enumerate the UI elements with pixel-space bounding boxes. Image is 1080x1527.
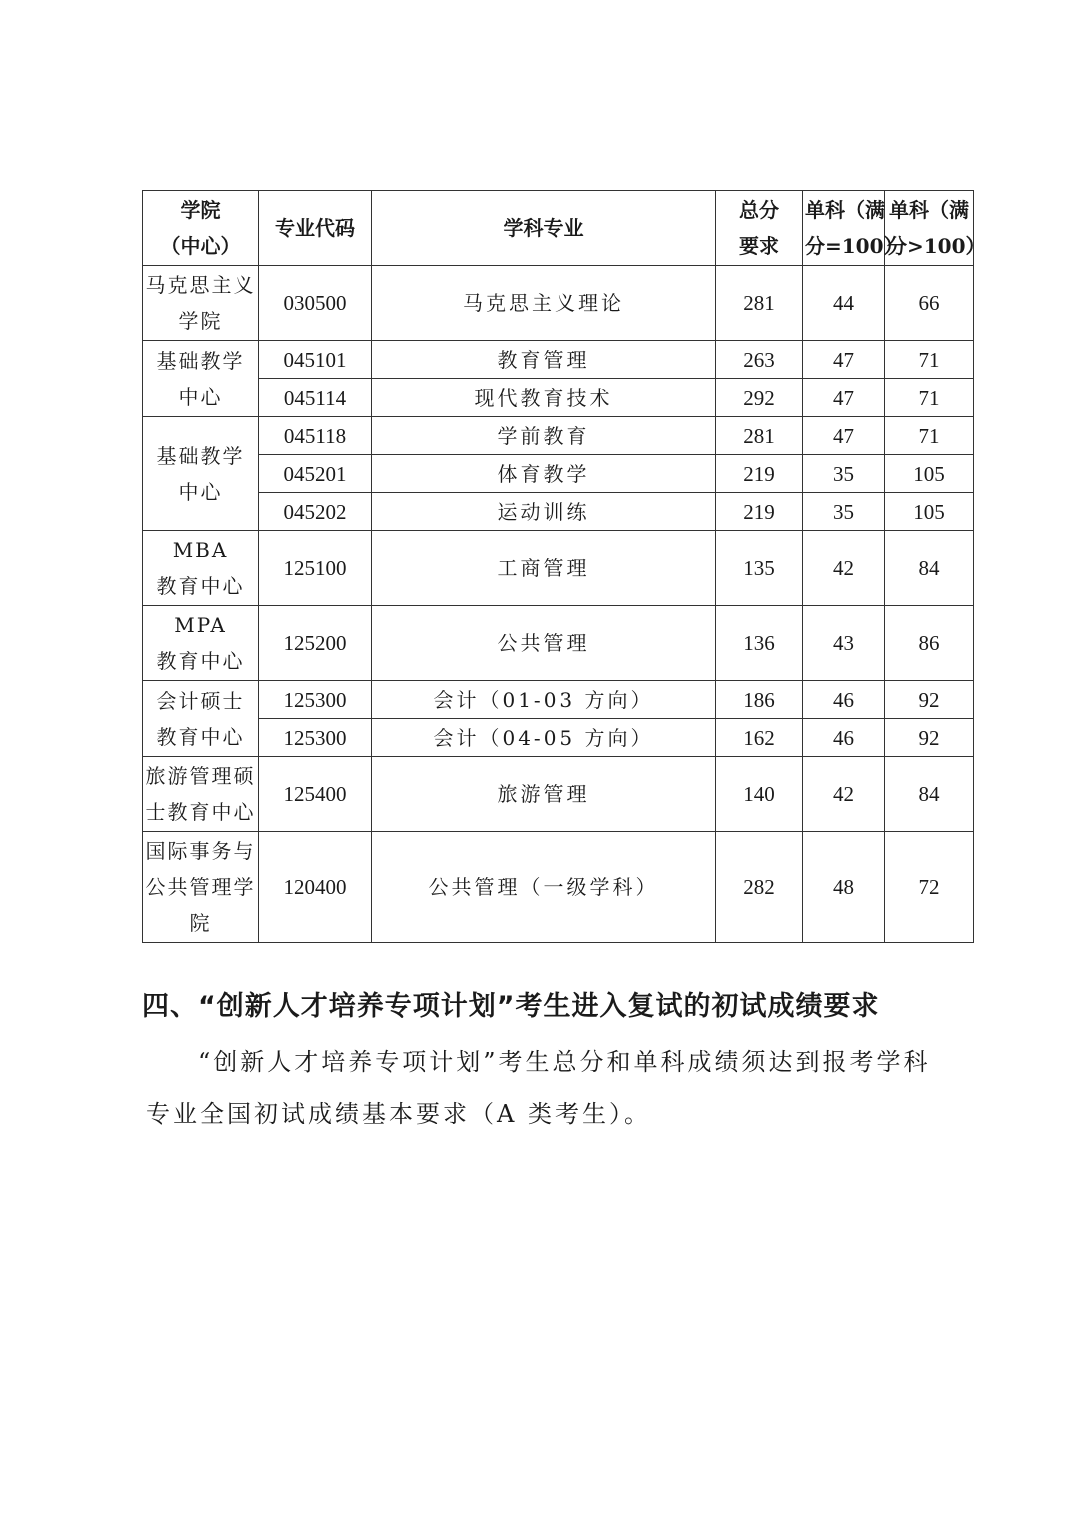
code-cell: 125200 xyxy=(259,606,372,681)
college-name-line: 中心 xyxy=(178,479,223,504)
single-100-cell: 42 xyxy=(803,531,885,606)
single-over-cell: 66 xyxy=(885,266,974,341)
college-name-line: 国际事务与 xyxy=(145,839,256,863)
major-cell: 学前教育 xyxy=(372,417,716,455)
total-cell: 219 xyxy=(716,455,803,493)
single-100-cell: 47 xyxy=(803,379,885,417)
table-row xyxy=(143,832,974,943)
single-100-cell: 35 xyxy=(803,455,885,493)
college-name-line: MBA xyxy=(172,538,229,562)
header-major: 学科专业 xyxy=(372,191,716,266)
total-cell: 281 xyxy=(716,417,803,455)
header-college-line1: 学院 xyxy=(180,198,221,222)
code-cell: 125300 xyxy=(259,681,372,719)
college-name-line: 旅游管理硕 xyxy=(145,764,256,788)
total-cell: 162 xyxy=(716,719,803,757)
section-heading: 四、“创新人才培养专项计划”考生进入复试的初试成绩要求 xyxy=(142,991,880,1022)
major-cell: 教育管理 xyxy=(372,341,716,379)
header-single-100 xyxy=(803,191,904,266)
major-cell: 旅游管理 xyxy=(372,757,716,832)
header-code: 专业代码 xyxy=(259,191,372,266)
major-cell: 现代教育技术 xyxy=(372,379,716,417)
single-over-cell: 71 xyxy=(885,341,974,379)
code-cell: 045118 xyxy=(259,417,372,455)
total-cell: 140 xyxy=(716,757,803,832)
college-cell xyxy=(143,832,259,943)
single-100-cell: 47 xyxy=(803,417,885,455)
header-single-over-100 xyxy=(885,191,986,266)
header-single-over-line2: 分>100） xyxy=(887,234,986,258)
code-cell: 045101 xyxy=(259,341,372,379)
single-100-cell: 46 xyxy=(803,719,885,757)
college-cell xyxy=(143,681,259,757)
single-over-cell: 105 xyxy=(885,455,974,493)
college-name-line: 基础教学 xyxy=(156,348,245,373)
single-over-cell: 72 xyxy=(885,832,974,943)
table-row xyxy=(143,455,974,493)
total-cell: 292 xyxy=(716,379,803,417)
college-cell xyxy=(143,266,259,341)
college-cell xyxy=(143,531,259,606)
college-name-line: 士教育中心 xyxy=(145,800,256,824)
college-cell xyxy=(143,606,259,681)
single-100-cell: 43 xyxy=(803,606,885,681)
college-name-line: 中心 xyxy=(178,384,223,409)
header-college xyxy=(143,191,259,266)
college-name-line: 教育中心 xyxy=(156,724,245,749)
table-row xyxy=(143,757,974,832)
header-single-over-line1: 单科（满 xyxy=(889,198,969,222)
total-cell: 219 xyxy=(716,493,803,531)
single-100-cell: 44 xyxy=(803,266,885,341)
table-row xyxy=(143,719,974,757)
code-cell: 045114 xyxy=(259,379,372,417)
total-cell: 282 xyxy=(716,832,803,943)
header-single-100-line2: 分=100） xyxy=(805,234,904,258)
section-body-paragraph: “创新人才培养专项计划”考生总分和单科成绩须达到报考学科专业全国初试成绩基本要求（A 类考生）。 xyxy=(146,1048,931,1128)
college-name-line: 公共管理学 xyxy=(145,875,256,899)
major-cell: 会计（04-05 方向） xyxy=(372,719,716,757)
single-100-cell: 42 xyxy=(803,757,885,832)
single-over-cell: 71 xyxy=(885,379,974,417)
major-cell: 会计（01-03 方向） xyxy=(372,681,716,719)
major-cell: 马克思主义理论 xyxy=(372,266,716,341)
college-name-line: 教育中心 xyxy=(156,649,245,673)
table-row xyxy=(143,266,974,341)
single-over-cell: 84 xyxy=(885,757,974,832)
single-over-cell: 92 xyxy=(885,719,974,757)
total-cell: 281 xyxy=(716,266,803,341)
college-name-line: 教育中心 xyxy=(156,574,245,598)
college-cell xyxy=(143,757,259,832)
code-cell: 030500 xyxy=(259,266,372,341)
college-name-line: MPA xyxy=(174,613,227,637)
total-cell: 263 xyxy=(716,341,803,379)
single-100-cell: 46 xyxy=(803,681,885,719)
college-cell xyxy=(143,417,259,531)
college-name-line: 会计硕士 xyxy=(156,688,245,713)
table-row xyxy=(143,379,974,417)
table-row xyxy=(143,531,974,606)
major-cell: 公共管理 xyxy=(372,606,716,681)
table-row xyxy=(143,606,974,681)
table-row xyxy=(143,341,974,379)
code-cell: 045202 xyxy=(259,493,372,531)
college-name-line: 基础教学 xyxy=(156,443,245,468)
single-100-cell: 35 xyxy=(803,493,885,531)
single-100-cell: 47 xyxy=(803,341,885,379)
score-requirements-table xyxy=(142,190,986,943)
code-cell: 120400 xyxy=(259,832,372,943)
table-row xyxy=(143,417,974,455)
single-over-cell: 105 xyxy=(885,493,974,531)
college-cell xyxy=(143,341,259,417)
college-name-line: 马克思主义 xyxy=(145,273,256,297)
code-cell: 125400 xyxy=(259,757,372,832)
code-cell: 125100 xyxy=(259,531,372,606)
major-cell: 运动训练 xyxy=(372,493,716,531)
header-college-line2: （中心） xyxy=(160,234,241,258)
total-cell: 186 xyxy=(716,681,803,719)
header-total-line1: 总分 xyxy=(739,198,779,222)
header-single-100-line1: 单科（满 xyxy=(805,198,885,222)
major-cell: 体育教学 xyxy=(372,455,716,493)
college-name-line: 学院 xyxy=(178,309,223,333)
single-over-cell: 71 xyxy=(885,417,974,455)
header-total-line2: 要求 xyxy=(739,234,779,258)
total-cell: 135 xyxy=(716,531,803,606)
single-over-cell: 84 xyxy=(885,531,974,606)
code-cell: 125300 xyxy=(259,719,372,757)
table-row xyxy=(143,681,974,719)
major-cell: 公共管理（一级学科） xyxy=(372,832,716,943)
header-total xyxy=(716,191,803,266)
single-100-cell: 48 xyxy=(803,832,885,943)
total-cell: 136 xyxy=(716,606,803,681)
single-over-cell: 86 xyxy=(885,606,974,681)
code-cell: 045201 xyxy=(259,455,372,493)
college-name-line: 院 xyxy=(189,911,212,935)
major-cell: 工商管理 xyxy=(372,531,716,606)
single-over-cell: 92 xyxy=(885,681,974,719)
table-header-row xyxy=(143,191,974,266)
table-row xyxy=(143,493,974,531)
